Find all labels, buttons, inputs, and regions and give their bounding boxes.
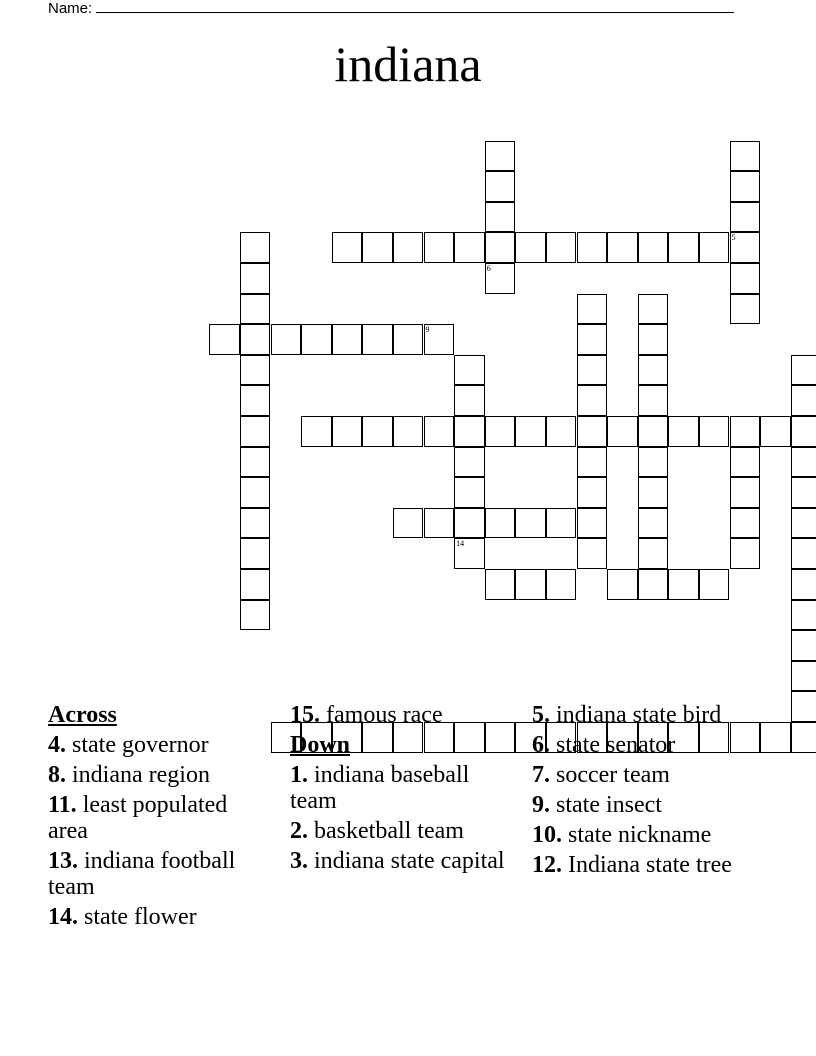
clue-number: 9. <box>532 792 550 818</box>
grid-cell[interactable] <box>332 416 363 447</box>
clue-down-12 <box>532 852 772 878</box>
grid-cell[interactable] <box>240 324 271 355</box>
grid-cell[interactable] <box>515 416 546 447</box>
clue-text: basketball team <box>314 818 464 844</box>
clue-text: state senator <box>556 732 676 758</box>
clue-number: 12. <box>532 852 562 878</box>
grid-cell[interactable] <box>577 355 608 386</box>
grid-cell[interactable] <box>240 385 271 416</box>
grid-cell[interactable] <box>454 447 485 478</box>
grid-cell[interactable] <box>577 508 608 539</box>
clue-number: 6. <box>532 732 550 758</box>
clue-number: 1. <box>290 762 308 788</box>
clue-down-7 <box>532 762 772 788</box>
grid-cell[interactable] <box>485 569 516 600</box>
clue-number-label: 5 <box>731 233 736 243</box>
grid-cell[interactable] <box>638 324 669 355</box>
grid-cell[interactable] <box>791 477 816 508</box>
grid-cell[interactable] <box>730 508 761 539</box>
grid-cell[interactable] <box>791 569 816 600</box>
grid-cell[interactable] <box>424 232 455 263</box>
grid-cell[interactable] <box>240 263 271 294</box>
grid-cell[interactable] <box>424 416 455 447</box>
grid-cell[interactable] <box>454 355 485 386</box>
clue-down-5 <box>532 702 772 728</box>
grid-cell[interactable] <box>301 416 332 447</box>
grid-cell[interactable] <box>454 385 485 416</box>
grid-cell[interactable] <box>577 294 608 325</box>
grid-cell[interactable] <box>454 538 485 569</box>
grid-cell[interactable] <box>607 569 638 600</box>
clue-across-14 <box>48 904 273 930</box>
grid-cell[interactable] <box>638 355 669 386</box>
grid-cell[interactable] <box>546 416 577 447</box>
grid-cell[interactable] <box>638 416 669 447</box>
grid-cell[interactable] <box>791 661 816 692</box>
grid-cell[interactable] <box>393 416 424 447</box>
clue-text: indiana state capital <box>314 848 505 874</box>
clue-text: famous race <box>326 702 443 728</box>
grid-cell[interactable] <box>791 508 816 539</box>
grid-cell[interactable] <box>791 691 816 722</box>
grid-cell[interactable] <box>485 263 516 294</box>
grid-cell[interactable] <box>240 477 271 508</box>
grid-cell[interactable] <box>240 294 271 325</box>
clue-number-label: 6 <box>486 264 491 273</box>
grid-cell[interactable] <box>699 232 730 263</box>
grid-cell[interactable] <box>454 232 485 263</box>
name-label: Name: <box>48 0 93 17</box>
grid-cell[interactable] <box>638 569 669 600</box>
clue-text: indiana football team <box>48 848 236 900</box>
grid-cell[interactable] <box>240 447 271 478</box>
grid-cell[interactable] <box>485 141 516 172</box>
grid-cell[interactable] <box>791 722 816 753</box>
grid-cell[interactable] <box>638 538 669 569</box>
name-field[interactable] <box>48 0 748 18</box>
clue-down-2 <box>290 818 515 844</box>
grid-cell[interactable] <box>791 447 816 478</box>
grid-cell[interactable] <box>209 324 240 355</box>
clue-number: 3. <box>290 848 308 874</box>
grid-cell[interactable] <box>424 324 455 355</box>
clue-across-15 <box>290 702 515 728</box>
grid-cell[interactable] <box>730 232 761 263</box>
grid-cell[interactable] <box>332 232 363 263</box>
grid-cell[interactable] <box>454 416 485 447</box>
grid-cell[interactable] <box>393 232 424 263</box>
clue-text: soccer team <box>556 762 670 788</box>
clue-down-3 <box>290 848 515 874</box>
grid-cell[interactable] <box>424 508 455 539</box>
grid-cell[interactable] <box>301 324 332 355</box>
grid-cell[interactable] <box>577 232 608 263</box>
grid-cell[interactable] <box>240 600 271 631</box>
clue-across-4 <box>48 732 273 758</box>
clues-column-2 <box>290 702 515 878</box>
clue-down-6 <box>532 732 772 758</box>
clue-text: state insect <box>556 792 662 818</box>
grid-cell[interactable] <box>730 171 761 202</box>
clue-text: state governor <box>72 732 209 758</box>
clue-text: indiana region <box>72 762 210 788</box>
grid-cell[interactable] <box>546 232 577 263</box>
grid-cell[interactable] <box>515 232 546 263</box>
grid-cell[interactable] <box>699 416 730 447</box>
clue-down-10 <box>532 822 772 848</box>
grid-cell[interactable] <box>546 569 577 600</box>
clue-text: indiana state bird <box>556 702 722 728</box>
clue-text: Indiana state tree <box>568 852 732 878</box>
grid-cell[interactable] <box>607 232 638 263</box>
grid-cell[interactable] <box>638 447 669 478</box>
clues-column-3 <box>532 702 772 882</box>
grid-cell[interactable] <box>362 416 393 447</box>
grid-cell[interactable] <box>638 232 669 263</box>
grid-cell[interactable] <box>454 477 485 508</box>
clue-number: 15. <box>290 702 320 728</box>
grid-cell[interactable] <box>668 416 699 447</box>
grid-cell[interactable] <box>730 141 761 172</box>
grid-cell[interactable] <box>577 538 608 569</box>
grid-cell[interactable] <box>730 202 761 233</box>
grid-cell[interactable] <box>515 508 546 539</box>
grid-cell[interactable] <box>577 447 608 478</box>
grid-cell[interactable] <box>240 232 271 263</box>
grid-cell[interactable] <box>668 232 699 263</box>
grid-cell[interactable] <box>485 232 516 263</box>
clue-number: 14. <box>48 904 78 930</box>
grid-cell[interactable] <box>515 569 546 600</box>
grid-cell[interactable] <box>240 508 271 539</box>
clue-text: indiana baseball team <box>290 762 470 814</box>
clue-text: least populated area <box>48 792 228 844</box>
grid-cell[interactable] <box>730 447 761 478</box>
grid-cell[interactable] <box>393 508 424 539</box>
grid-cell[interactable] <box>791 630 816 661</box>
grid-cell[interactable] <box>240 569 271 600</box>
grid-cell[interactable] <box>577 324 608 355</box>
puzzle-title: indiana <box>334 36 482 92</box>
clue-text: state flower <box>84 904 197 930</box>
grid-cell[interactable] <box>485 202 516 233</box>
grid-cell[interactable] <box>607 416 638 447</box>
clue-number: 2. <box>290 818 308 844</box>
grid-cell[interactable] <box>730 538 761 569</box>
clue-number: 11. <box>48 792 77 818</box>
clues-column-1 <box>48 702 273 934</box>
clue-number: 8. <box>48 762 66 788</box>
clue-across-13 <box>48 848 273 900</box>
clue-number-label: 14 <box>456 539 465 549</box>
grid-cell[interactable] <box>730 294 761 325</box>
grid-cell[interactable] <box>760 416 791 447</box>
grid-cell[interactable] <box>638 508 669 539</box>
grid-cell[interactable] <box>240 355 271 386</box>
grid-cell[interactable] <box>730 477 761 508</box>
grid-cell[interactable] <box>240 538 271 569</box>
grid-cell[interactable] <box>668 569 699 600</box>
clue-across-11 <box>48 792 273 844</box>
grid-cell[interactable] <box>791 538 816 569</box>
across-heading: Across <box>48 702 117 728</box>
grid-cell[interactable] <box>362 232 393 263</box>
grid-cell[interactable] <box>638 385 669 416</box>
name-blank-line[interactable] <box>96 0 734 13</box>
clue-number: 7. <box>532 762 550 788</box>
grid-cell[interactable] <box>791 600 816 631</box>
grid-cell[interactable] <box>791 355 816 386</box>
clue-number-label: 9 <box>425 325 430 335</box>
grid-cell[interactable] <box>577 477 608 508</box>
clue-down-9 <box>532 792 772 818</box>
grid-cell[interactable] <box>577 416 608 447</box>
grid-cell[interactable] <box>485 508 516 539</box>
grid-cell[interactable] <box>699 569 730 600</box>
grid-cell[interactable] <box>393 324 424 355</box>
clue-text: state nickname <box>568 822 712 848</box>
down-heading: Down <box>290 732 351 758</box>
clue-number: 4. <box>48 732 66 758</box>
grid-cell[interactable] <box>362 324 393 355</box>
grid-cell[interactable] <box>730 263 761 294</box>
clue-number: 5. <box>532 702 550 728</box>
grid-cell[interactable] <box>240 416 271 447</box>
grid-cell[interactable] <box>577 385 608 416</box>
grid-cell[interactable] <box>638 294 669 325</box>
grid-cell[interactable] <box>271 324 302 355</box>
clue-number: 13. <box>48 848 78 874</box>
grid-cell[interactable] <box>332 324 363 355</box>
grid-cell[interactable] <box>791 385 816 416</box>
grid-cell[interactable] <box>791 416 816 447</box>
grid-cell[interactable] <box>485 171 516 202</box>
grid-cell[interactable] <box>546 508 577 539</box>
grid-cell[interactable] <box>485 416 516 447</box>
grid-cell[interactable] <box>730 416 761 447</box>
clue-down-1 <box>290 762 515 814</box>
clue-number: 10. <box>532 822 562 848</box>
grid-cell[interactable] <box>454 508 485 539</box>
grid-cell[interactable] <box>638 477 669 508</box>
clue-across-8 <box>48 762 273 788</box>
